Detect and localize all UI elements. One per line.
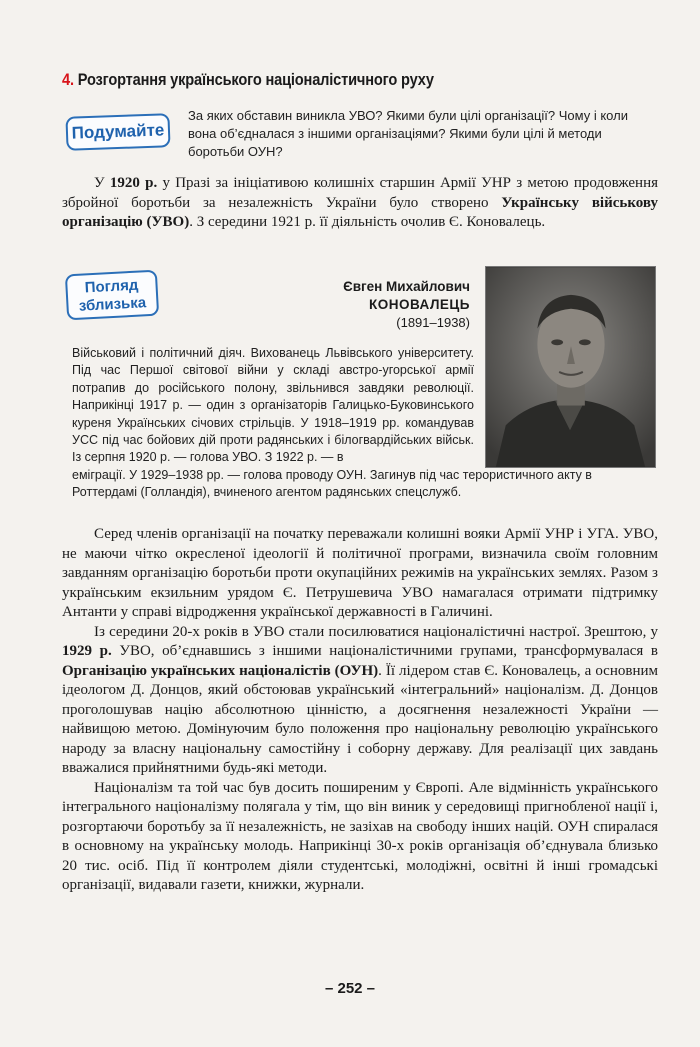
closer-look-badge (65, 270, 159, 321)
intro-paragraph (62, 174, 658, 233)
bio-text-full-width: еміграції. У 1929–1938 рр. — голова проводу ОУН. Загинув під час терористичного акту в Роттердамі (Голландія), вчиненого агентом радянських спецслужб. (72, 467, 592, 500)
bio-years: (1891–1938) (396, 315, 470, 330)
bio-heading (300, 278, 470, 332)
bio-first-name: Євген Михайлович (343, 279, 470, 294)
paragraph-1: Серед членів організації на початку переважали колишні вояки Армії УНР і УГА. УВО, не маючи чітко окресленої ідеології й політичної програми, визначила своїм головним завданням організацію боротьби проти окупаційних режимів на українських землях. Разом з українським екзильним урядом Є. Петрушевича УВО намагалася отримати підтримку Антанти у справі відродження української державності в Галичині. (62, 526, 658, 620)
paragraph-2 (62, 623, 658, 779)
think-badge: Подумайте (65, 113, 170, 151)
intro-text-a: У (94, 175, 110, 191)
closer-look-line2: зблизька (78, 294, 147, 315)
intro-org-name: Українську військову організацію (УВО) (62, 194, 658, 230)
section-title-text: Розгортання українського націоналістичного руху (77, 70, 434, 89)
bio-text (72, 345, 660, 502)
intro-text-b: у Празі за ініціативою колишніх старшин Армії УНР з метою продовження збройної боротьби за незалежність України було створено (62, 175, 658, 211)
p2-year: 1929 р. (62, 643, 112, 659)
p2-text-b: УВО, об’єднавшись з іншими націоналістичними групами, трансформувалася в (111, 643, 658, 659)
p2-text-c: . Її лідером став Є. Коновалець, а основним ідеологом Д. Донцов, який обстоював український «інтегральний» націоналізм. Д. Донцов проголошував націю абсолютною цінністю, а досягнення незалежності України — найвищою метою. Домінуючим було положення про національну революцію українського народу за власну національну самостійну і соборну державу. Для реалізації цих завдань вважалися прийнятними будь-які методи. (62, 662, 659, 776)
bio-surname: КОНОВАЛЕЦЬ (368, 297, 470, 312)
page-number: – 252 – (324, 980, 376, 997)
review-questions: За яких обставин виникла УВО? Якими були цілі організації? Чому і коли вона об’єдналася з іншими організаціями? Якими були цілі й методи боротьби ОУН? (188, 108, 628, 159)
main-text (62, 525, 658, 896)
p2-text-a: Із середини 20-х років в УВО стали посилюватися націоналістичні настрої. Зрештою, у (94, 623, 658, 640)
bio-text-beside-photo: Військовий і політичний діяч. Вихованець Львівського університету. Під час Першої світової війни у складі австро-угорської армії потрапив до російського полону, звільнився завдяки революції. Наприкінці 1917 р. — один з організаторів Галицько-Буковинського куреня Українських січових стрільців. У 1918–1919 рр. командував УСС під час бойових дій проти радянських і білогвардійських військ. Із серпня 1920 р. — голова УВО. З 1922 р. — в (72, 346, 474, 465)
p2-org-name: Організацію українських націоналістів (ОУН) (62, 662, 379, 679)
intro-year: 1920 р. (109, 175, 158, 191)
section-number: 4. (62, 70, 74, 89)
closer-look-line1: Погляд (84, 276, 139, 297)
section-title (62, 70, 578, 90)
paragraph-3: Націоналізм та той час був досить поширеним у Європі. Але відмінність українського інтегрального націоналізму полягала у тім, що він виник у середовищі пригнобленої нації і, розгортаючи боротьбу за її незалежність, не зазіхав на свободу інших націй. ОУН спиралася в основному на українську молодь. Наприкінці 30-х років організація об’єднувала близько 20 тис. осіб. Під її контролем діяли студентські, молодіжні, освітні й інші громадські організації, видавали газети, книжки, журнали. (62, 779, 658, 893)
intro-text-c: . З середини 1921 р. її діяльність очолив Є. Коновалець. (189, 214, 546, 230)
